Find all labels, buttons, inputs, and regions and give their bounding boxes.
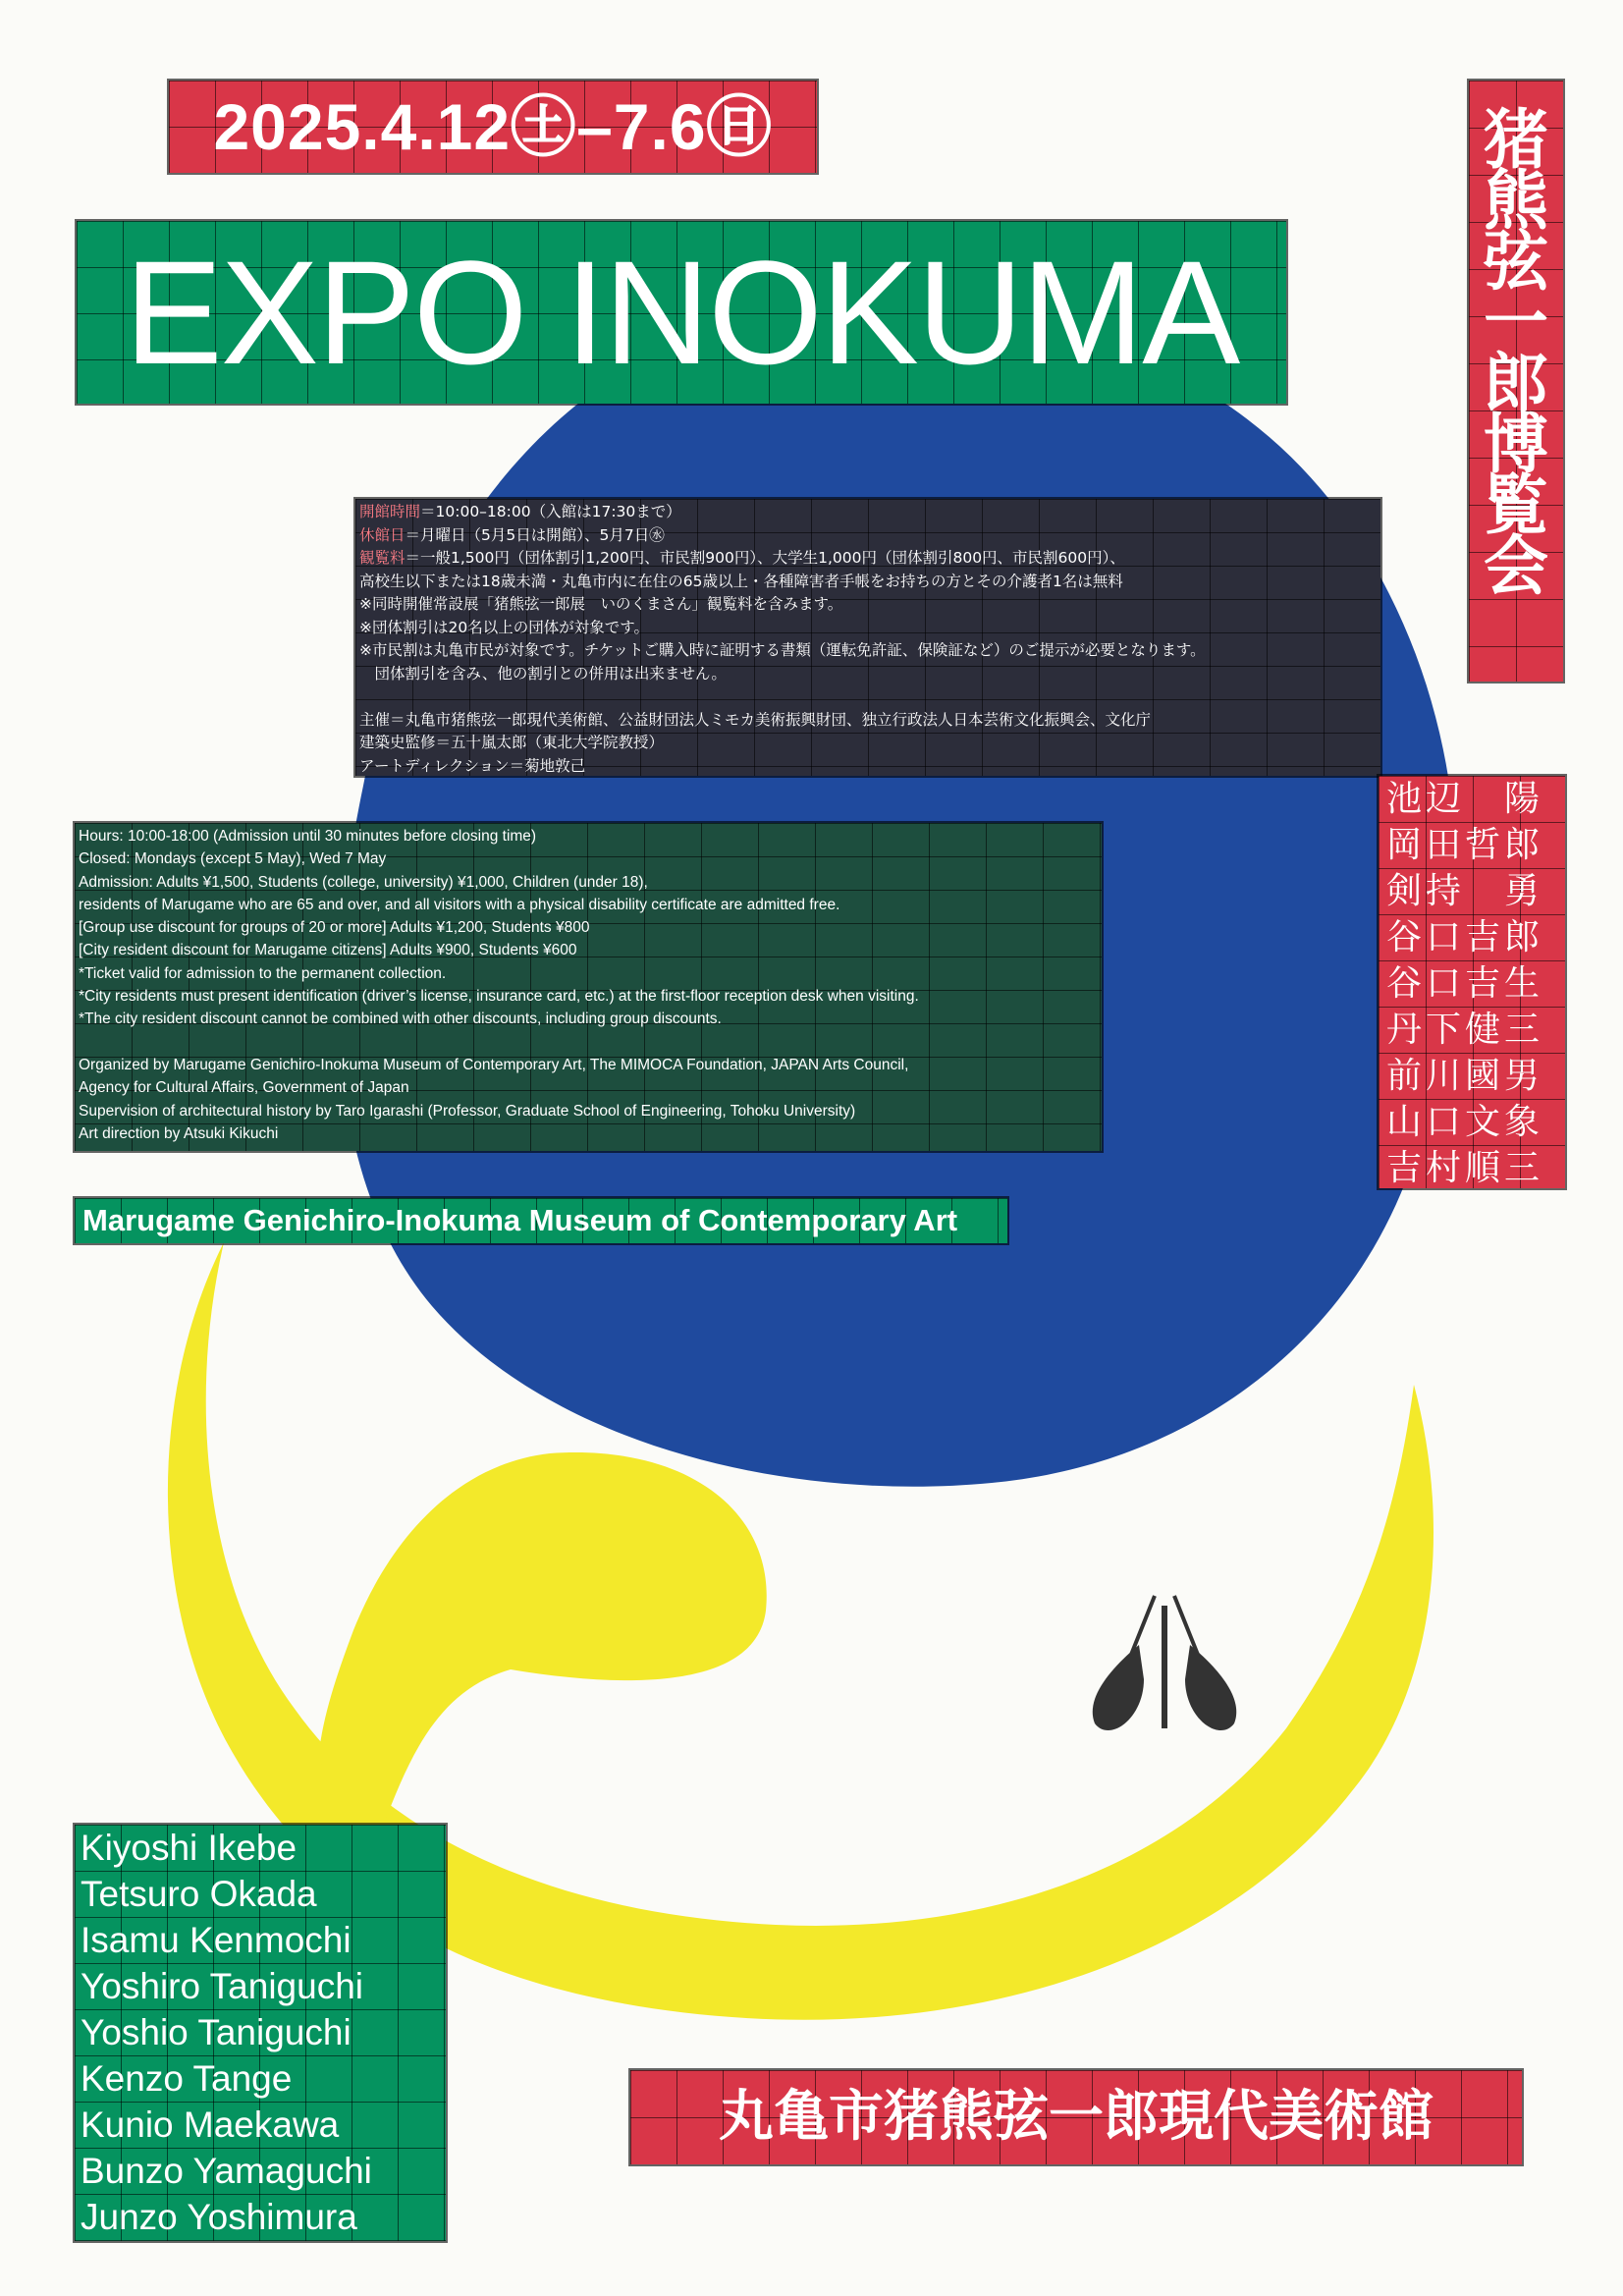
exhibition-date-banner: 2025.4.12㊏–7.6㊐ bbox=[169, 81, 817, 173]
info-block-jp bbox=[355, 499, 1380, 776]
info-line-en: Closed: Mondays (except 5 May), Wed 7 May bbox=[79, 850, 387, 868]
info-line-en: *City residents must present identification (driver’s license, insurance card, etc.) at the first-floor reception desk when visiting. bbox=[79, 988, 919, 1006]
info-line-jp bbox=[359, 685, 1380, 709]
museum-name-jp: 丸亀市猪熊弦一郎現代美術館 bbox=[630, 2070, 1522, 2164]
title-jp-char: 一 bbox=[1484, 285, 1548, 360]
architect-name-en: Yoshio Taniguchi bbox=[81, 2012, 352, 2052]
title-jp-char: 郎 bbox=[1484, 346, 1548, 421]
architect-name-jp: 前川國男 bbox=[1386, 1056, 1544, 1096]
yellow-blob-shape bbox=[317, 1452, 766, 1866]
info-line-en: Supervision of architectural history by Taro Igarashi (Professor, Graduate School of Engineering, Tohoku University) bbox=[79, 1102, 856, 1120]
exhibition-title-en: EXPO INOKUMA bbox=[77, 221, 1286, 404]
architect-name-en: Junzo Yoshimura bbox=[81, 2197, 357, 2237]
info-line-jp: 高校生以下または18歳未満・丸亀市内に在住の65歳以上・各種障害者手帳をお持ちの方とその介護者1名は無料 bbox=[359, 572, 1123, 590]
info-line-jp: ※団体割引は20名以上の団体が対象です。 bbox=[359, 618, 649, 636]
architect-name-en: Kunio Maekawa bbox=[81, 2105, 340, 2145]
title-jp-char: 熊 bbox=[1484, 163, 1548, 239]
architect-name-jp: 丹下健三 bbox=[1386, 1010, 1544, 1050]
architect-name-jp: 岡田哲郎 bbox=[1386, 825, 1544, 865]
architect-name-en: Tetsuro Okada bbox=[81, 1874, 317, 1914]
info-line-en: Hours: 10:00-18:00 (Admission until 30 minutes before closing time) bbox=[79, 828, 537, 845]
info-line-jp: 主催＝丸亀市猪熊弦一郎現代美術館、公益財団法人ミモカ美術振興財団、独立行政法人日本芸術文化振興会、文化庁 bbox=[359, 710, 1152, 729]
title-jp-char: 博 bbox=[1484, 407, 1548, 482]
info-line-en: Organized by Marugame Genichiro-Inokuma Museum of Contemporary Art, The MIMOCA Foundation, JAPAN Arts Council, bbox=[79, 1056, 909, 1073]
info-line-en: *Ticket valid for admission to the permanent collection. bbox=[79, 964, 447, 982]
architect-name-en: Kenzo Tange bbox=[81, 2058, 293, 2099]
mimoca-logo-icon bbox=[1093, 1596, 1236, 1730]
architect-name-jp: 吉村順三 bbox=[1386, 1148, 1544, 1188]
title-jp-char: 弦 bbox=[1484, 224, 1548, 300]
info-line-jp: 観覧料＝一般1,500円（団体割引1,200円、市民割900円）、大学生1,000円（団体割引800円、市民割600円）、 bbox=[359, 549, 1125, 567]
info-line-en: Admission: Adults ¥1,500, Students (college, university) ¥1,000, Children (under 18), bbox=[79, 873, 648, 891]
info-line-jp: ※市民割は丸亀市民が対象です。チケットご購入時に証明する書類（運転免許証、保険証など）のご提示が必要となります。 bbox=[359, 641, 1206, 659]
museum-name-en: Marugame Genichiro-Inokuma Museum of Contemporary Art bbox=[75, 1198, 1007, 1243]
info-line-jp: アートディレクション＝菊地敦己 bbox=[359, 756, 586, 775]
title-jp-char: 覧 bbox=[1484, 467, 1548, 543]
info-line-en: [City resident discount for Marugame citizens] Adults ¥900, Students ¥600 bbox=[79, 942, 577, 959]
architect-name-en: Yoshiro Taniguchi bbox=[81, 1966, 363, 2006]
info-block-en bbox=[75, 823, 1102, 1151]
architect-name-jp: 池辺 陽 bbox=[1386, 779, 1544, 819]
architect-list-jp bbox=[1379, 776, 1565, 1188]
architect-name-jp: 剣持 勇 bbox=[1386, 871, 1544, 911]
info-line-jp: 団体割引を含み、他の割引との併用は出来ません。 bbox=[359, 664, 727, 683]
exhibition-title-jp bbox=[1469, 81, 1563, 682]
info-line-jp: 開館時間＝10:00–18:00（入館は17:30まで） bbox=[359, 503, 681, 520]
info-line-jp: ※同時開催常設展「猪熊弦一郎展 いのくまさん」観覧料を含みます。 bbox=[359, 595, 843, 613]
architect-name-jp: 谷口吉郎 bbox=[1386, 917, 1544, 957]
info-line-jp: 休館日＝月曜日（5月5日は開館）、5月7日㊌ bbox=[359, 525, 665, 544]
architect-name-en: Bunzo Yamaguchi bbox=[81, 2151, 372, 2191]
info-line-en: Agency for Cultural Affairs, Government of Japan bbox=[79, 1079, 409, 1097]
info-line-en bbox=[79, 1031, 1102, 1054]
architect-name-jp: 山口文象 bbox=[1386, 1102, 1544, 1142]
info-line-en: *The city resident discount cannot be combined with other discounts, including group discounts. bbox=[79, 1011, 722, 1028]
info-line-jp: 建築史監修＝五十嵐太郎（東北大学院教授） bbox=[359, 734, 665, 751]
title-jp-char: 猪 bbox=[1484, 102, 1548, 178]
architect-name-en: Kiyoshi Ikebe bbox=[81, 1828, 298, 1868]
info-line-en: residents of Marugame who are 65 and over, and all visitors with a physical disability certificate are admitted free. bbox=[79, 896, 840, 913]
info-line-en: Art direction by Atsuki Kikuchi bbox=[79, 1124, 279, 1142]
architect-name-jp: 谷口吉生 bbox=[1386, 963, 1544, 1004]
architect-name-en: Isamu Kenmochi bbox=[81, 1920, 352, 1960]
info-line-en: [Group use discount for groups of 20 or more] Adults ¥1,200, Students ¥800 bbox=[79, 919, 590, 937]
title-jp-char: 会 bbox=[1484, 528, 1548, 604]
architect-list-en bbox=[75, 1825, 446, 2241]
